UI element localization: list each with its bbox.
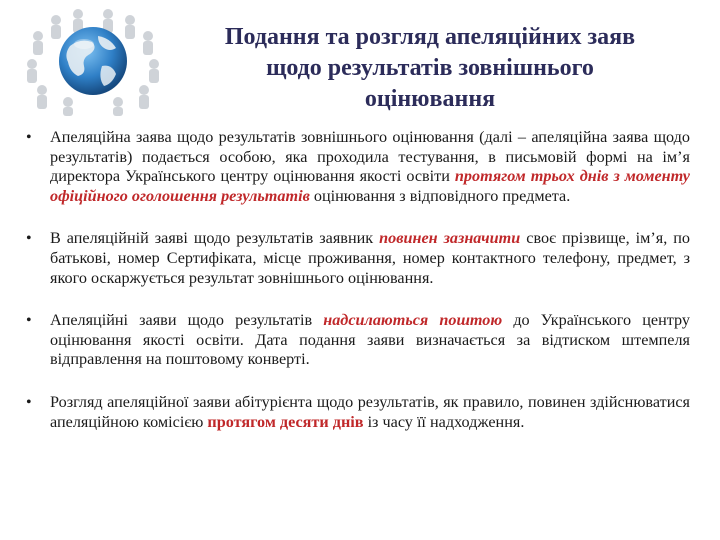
list-item — [26, 229, 690, 288]
list-item — [26, 393, 690, 432]
bullet-marker: • — [26, 129, 32, 146]
highlighted-text: повинен зазначити — [379, 229, 521, 248]
bullet-text: Апеляційна заява щодо результатів зовнішнього оцінювання (далі – апеляційна заява щодо результатів) подається особою, яка проходила тестування, в письмовій формі на ім’я директора Українського центру оцінювання якості освіти — [50, 128, 690, 186]
page-title — [180, 22, 680, 115]
bullet-marker: • — [26, 393, 32, 411]
bullet-text: до Українського центру оцінювання якості освіти. Дата подання заяви визначається за відтиском штемпеля відправлення на поштовому конверті. — [50, 311, 690, 369]
highlighted-text: протягом трьох днів з моменту офіційного оголошення результатів — [50, 167, 690, 205]
bullet-text: своє прізвище, ім’я, по батькові, номер Сертифіката, місце проживання, номер контактного телефону, предмет, з якого оскаржується результат зовнішнього оцінювання. — [50, 229, 690, 287]
bullet-text: В апеляційній заяві щодо результатів заявник — [50, 229, 380, 248]
globe-network-icon — [18, 6, 168, 116]
bullet-list — [26, 128, 690, 455]
bullet-text: Апеляційні заяви щодо результатів — [50, 311, 324, 330]
list-item — [26, 128, 690, 206]
title-line-2: щодо результатів зовнішнього — [266, 55, 594, 81]
title-line-1: Подання та розгляд апеляційних заяв — [224, 24, 636, 50]
bullet-marker: • — [26, 312, 32, 330]
highlighted-text: протягом десяти днів — [207, 412, 364, 431]
title-line-3: оцінювання — [364, 86, 496, 112]
bullet-marker: • — [26, 230, 32, 248]
bullet-text: Розгляд апеляційної заяви абітурієнта щодо результатів, як правило, повинен здійснюватися апеляційною комісією — [50, 392, 690, 431]
bullet-text: оцінювання з відповідного предмета. — [309, 186, 571, 205]
list-item — [26, 311, 690, 370]
highlighted-text: надсилаються поштою — [323, 311, 503, 330]
bullet-text: із часу її надходження. — [363, 412, 525, 431]
